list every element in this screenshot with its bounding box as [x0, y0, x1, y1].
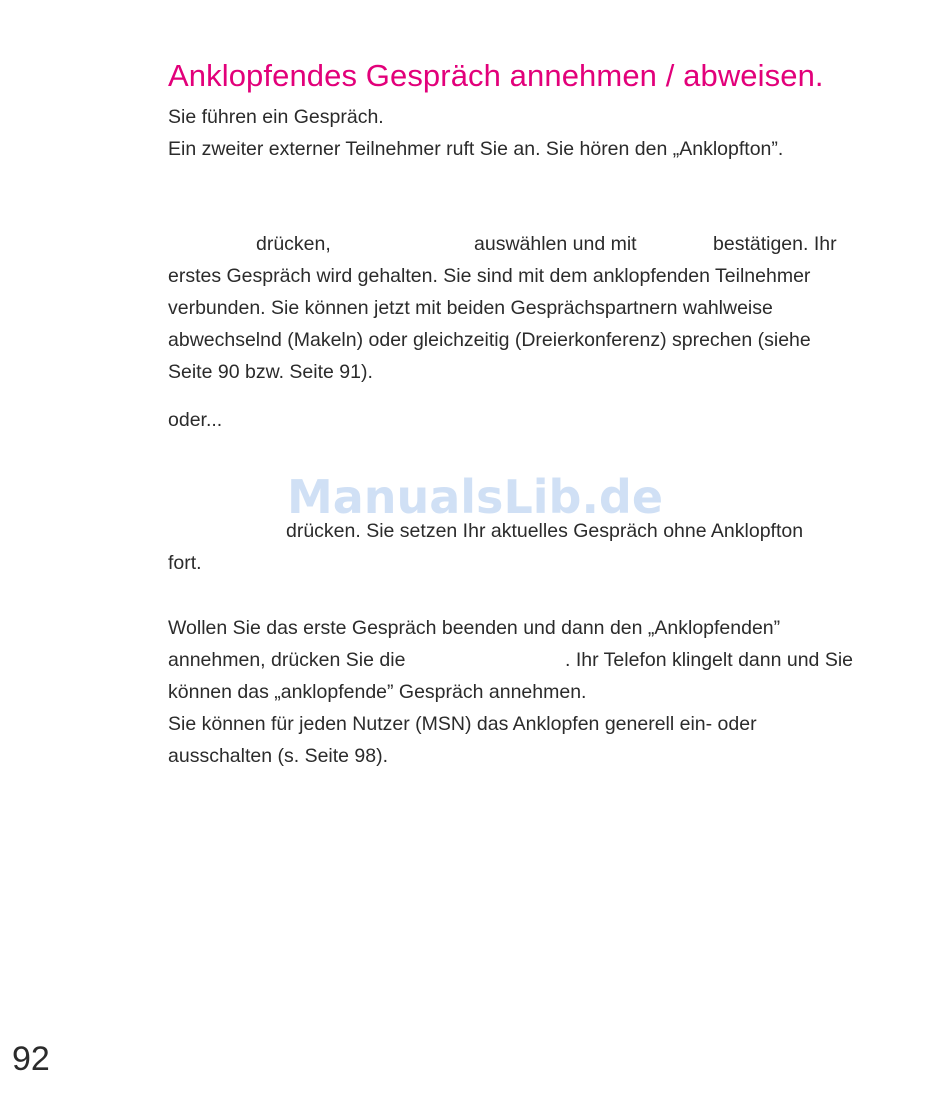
- step1-confirm-text: bestätigen. Ihr: [713, 233, 837, 255]
- step1-line-2: erstes Gespräch wird gehalten. Sie sind mit dem anklopfenden Teilnehmer: [168, 265, 811, 287]
- note-line-5: ausschalten (s. Seite 98).: [168, 745, 389, 767]
- note-line-1: Wollen Sie das erste Gespräch beenden und dann den „Anklopfenden”: [168, 617, 781, 639]
- page-number: 92: [12, 1040, 50, 1078]
- step1-line-3: verbunden. Sie können jetzt mit beiden Gesprächspartnern wahlweise: [168, 297, 773, 319]
- oder-text: oder...: [168, 409, 223, 431]
- watermark: ManualsLib.de: [286, 470, 664, 524]
- intro-line-1: Sie führen ein Gespräch.: [168, 106, 384, 128]
- note-line-2a: annehmen, drücken Sie die: [168, 649, 406, 671]
- note-line-3: können das „anklopfende” Gespräch annehmen.: [168, 681, 587, 703]
- note-line-4: Sie können für jeden Nutzer (MSN) das Anklopfen generell ein- oder: [168, 713, 757, 735]
- page-title: Anklopfendes Gespräch annehmen / abweisen.: [168, 58, 824, 93]
- step1-line-4: abwechselnd (Makeln) oder gleichzeitig (Dreierkonferenz) sprechen (siehe: [168, 329, 811, 351]
- note-line-2b: . Ihr Telefon klingelt dann und Sie: [565, 649, 854, 671]
- intro-line-2: Ein zweiter externer Teilnehmer ruft Sie an. Sie hören den „Anklopfton”.: [168, 138, 784, 160]
- step1-line-5: Seite 90 bzw. Seite 91).: [168, 361, 373, 383]
- step1-press-text: drücken,: [256, 233, 331, 255]
- step2-line-2: fort.: [168, 552, 202, 574]
- step2-line-1: drücken. Sie setzen Ihr aktuelles Gespräch ohne Anklopfton: [286, 520, 804, 542]
- step1-select-text: auswählen und mit: [474, 233, 637, 255]
